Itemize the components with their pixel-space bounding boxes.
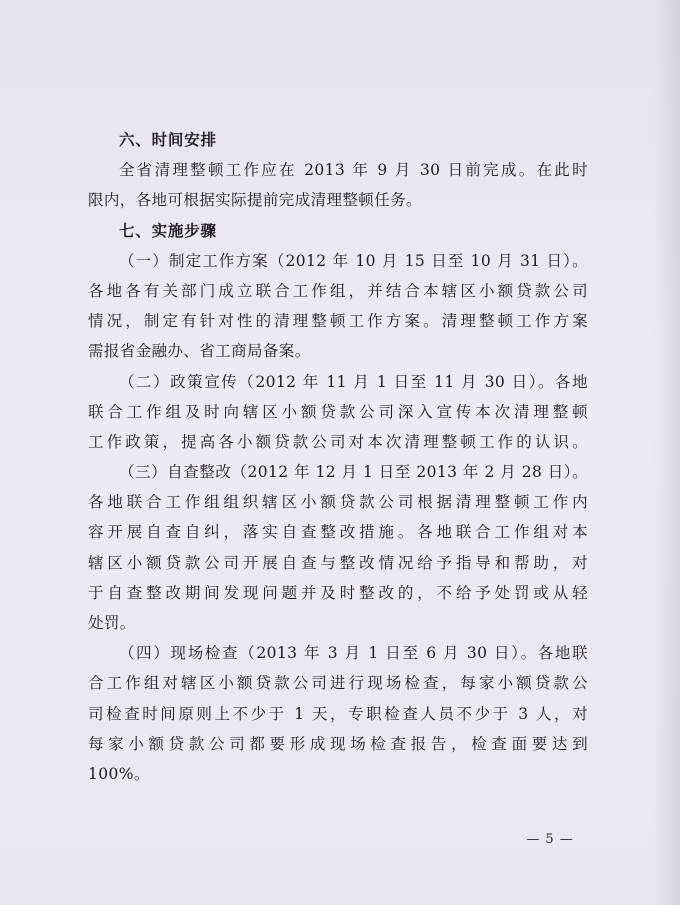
paragraph-line: 处罚。 xyxy=(88,614,136,632)
section-heading-steps: 七、实施步骤 xyxy=(119,220,217,240)
paragraph-line: 各地各有关部门成立联合工作组，并结合本辖区小额贷款公司 xyxy=(88,281,588,300)
paragraph-line: 100%。 xyxy=(88,764,150,783)
page-edge-shadow xyxy=(654,0,680,905)
paragraph-line: 各地联合工作组组织辖区小额贷款公司根据清理整顿工作内 xyxy=(88,493,588,512)
paragraph-line: 需报省金融办、省工商局备案。 xyxy=(88,342,311,361)
section-heading-schedule: 六、时间安排 xyxy=(119,130,217,149)
paragraph-line: 司检查时间原则上不少于 1 天，专职检查人员不少于 3 人，对 xyxy=(88,704,588,723)
paragraph-line: 辖区小额贷款公司开展自查与整改情况给予指导和帮助，对 xyxy=(88,553,588,572)
paragraph-line: 于自查整改期间发现问题并及时整改的，不给予处罚或从轻 xyxy=(88,583,588,602)
paragraph-line: （一）制定工作方案（2012 年 10 月 15 日至 10 月 31 日）。 xyxy=(119,251,588,270)
paragraph-line: 限内，各地可根据实际提前完成清理整顿任务。 xyxy=(88,191,422,210)
paragraph-line: （三）自查整改（2012 年 12 月 1 日至 2013 年 2 月 28 日）。 xyxy=(119,463,588,482)
paragraph-line: （四）现场检查（2013 年 3 月 1 日至 6 月 30 日）。各地联 xyxy=(119,644,588,663)
document-body xyxy=(88,125,588,789)
paragraph-line: 合工作组对辖区小额贷款公司进行现场检查，每家小额贷款公 xyxy=(88,674,588,693)
paragraph-line: 情况，制定有针对性的清理整顿工作方案。清理整顿工作方案 xyxy=(88,312,588,331)
paragraph-line: 每家小额贷款公司都要形成现场检查报告，检查面要达到 xyxy=(88,734,588,753)
page-number: — 5 — xyxy=(526,832,574,847)
paragraph-line: （二）政策宣传（2012 年 11 月 1 日至 11 月 30 日）。各地 xyxy=(119,372,588,391)
paragraph-line: 工作政策，提高各小额贷款公司对本次清理整顿工作的认识。 xyxy=(88,432,588,451)
paragraph-line: 容开展自查自纠，落实自查整改措施。各地联合工作组对本 xyxy=(88,523,588,542)
paragraph-line: 全省清理整顿工作应在 2013 年 9 月 30 日前完成。在此时 xyxy=(119,161,588,180)
paragraph-line: 联合工作组及时向辖区小额贷款公司深入宣传本次清理整顿 xyxy=(88,402,588,421)
